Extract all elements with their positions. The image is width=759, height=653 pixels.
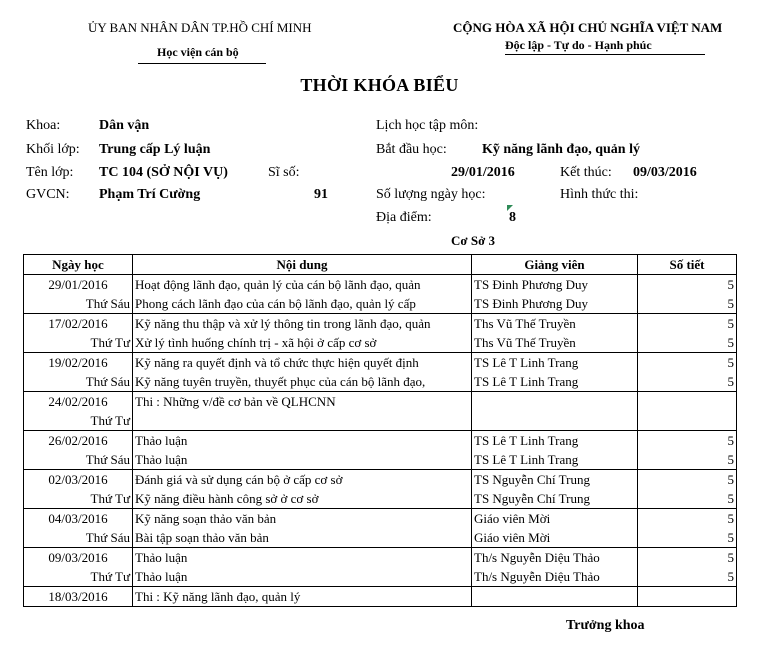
cell-content: Thảo luận <box>133 548 472 568</box>
so-luong-label: Số lượng ngày học: <box>376 187 486 202</box>
table-row <box>24 528 737 548</box>
table-row <box>24 294 737 314</box>
table-row <box>24 392 737 412</box>
cell-date: 26/02/2016 <box>24 431 133 451</box>
mon-hoc-value: Kỹ năng lãnh đạo, quản lý <box>482 142 640 157</box>
lop-value: TC 104 (SỞ NỘI VỤ) <box>99 165 228 180</box>
cell-date: 18/03/2016 <box>24 587 133 607</box>
so-luong-value: 8 <box>509 210 516 225</box>
cell-content: Kỹ năng tuyên truyền, thuyết phục của cán bộ lãnh đạo, <box>133 372 472 392</box>
cell-periods: 5 <box>638 470 737 490</box>
table-row <box>24 509 737 529</box>
cell-date: Thứ Sáu <box>24 450 133 470</box>
table-row <box>24 314 737 334</box>
co-so-label: Cơ Sở 3 <box>451 233 496 248</box>
cell-lecturer: Giáo viên Mời <box>472 528 638 548</box>
cell-lecturer: TS Nguyễn Chí Trung <box>472 489 638 509</box>
cell-periods: 5 <box>638 528 737 548</box>
table-row <box>24 353 737 373</box>
schedule-table <box>23 254 737 607</box>
table-row <box>24 548 737 568</box>
ket-thuc-label: Kết thúc: <box>560 165 612 180</box>
cell-lecturer <box>472 587 638 607</box>
header-noi-dung: Nội dung <box>133 255 472 275</box>
cell-date: Thứ Tư <box>24 411 133 431</box>
siso-value: 91 <box>314 187 328 202</box>
table-row <box>24 372 737 392</box>
cell-periods: 5 <box>638 333 737 353</box>
start-date: 29/01/2016 <box>451 165 515 180</box>
lich-hoc-label: Lịch học tập môn: <box>376 118 479 133</box>
cell-content: Kỹ năng ra quyết định và tổ chức thực hiện quyết định <box>133 353 472 373</box>
bat-dau-label: Bắt đầu học: <box>376 142 447 157</box>
khoa-label: Khoa: <box>26 118 61 133</box>
cell-content: Bài tập soạn thảo văn bản <box>133 528 472 548</box>
cell-lecturer: TS Lê T Linh Trang <box>472 372 638 392</box>
cell-periods: 5 <box>638 372 737 392</box>
table-row <box>24 567 737 587</box>
gvcn-value: Phạm Trí Cường <box>99 187 201 202</box>
cell-date: Thứ Sáu <box>24 372 133 392</box>
cell-content: Thảo luận <box>133 450 472 470</box>
cell-periods: 5 <box>638 275 737 295</box>
cell-periods: 5 <box>638 489 737 509</box>
cell-lecturer <box>472 392 638 412</box>
cell-date: 24/02/2016 <box>24 392 133 412</box>
footer-signature-title: Trưởng khoa <box>566 618 645 633</box>
header-so-tiet: Số tiết <box>638 255 737 275</box>
cell-lecturer: TS Lê T Linh Trang <box>472 353 638 373</box>
cell-periods: 5 <box>638 294 737 314</box>
cell-content <box>133 411 472 431</box>
cell-date: Thứ Sáu <box>24 294 133 314</box>
cell-content: Đánh giá và sử dụng cán bộ ở cấp cơ sở <box>133 470 472 490</box>
table-row <box>24 411 737 431</box>
cell-date: 04/03/2016 <box>24 509 133 529</box>
header-left-subtitle: Học viện cán bộ <box>157 45 239 59</box>
header-right-underline <box>505 54 705 55</box>
cell-lecturer: Ths Vũ Thế Truyền <box>472 333 638 353</box>
cell-date: 19/02/2016 <box>24 353 133 373</box>
table-row <box>24 431 737 451</box>
cell-content: Hoạt động lãnh đạo, quản lý của cán bộ lãnh đạo, quản <box>133 275 472 295</box>
cell-lecturer: TS Lê T Linh Trang <box>472 450 638 470</box>
cell-content: Kỹ năng thu thập và xử lý thông tin trong lãnh đạo, quản <box>133 314 472 334</box>
table-row <box>24 450 737 470</box>
cell-lecturer: Giáo viên Mời <box>472 509 638 529</box>
cell-lecturer: TS Nguyễn Chí Trung <box>472 470 638 490</box>
header-ngay-hoc: Ngày học <box>24 255 133 275</box>
cell-date: Thứ Sáu <box>24 528 133 548</box>
header-right-subtitle: Độc lập - Tự do - Hạnh phúc <box>505 38 652 52</box>
cell-date: Thứ Tư <box>24 489 133 509</box>
cell-periods <box>638 411 737 431</box>
cell-periods <box>638 392 737 412</box>
dia-diem-label: Địa điểm: <box>376 210 432 225</box>
cell-lecturer: TS Đinh Phương Duy <box>472 294 638 314</box>
cell-periods: 5 <box>638 353 737 373</box>
table-row <box>24 275 737 295</box>
table-row <box>24 587 737 607</box>
gvcn-label: GVCN: <box>26 187 70 202</box>
cell-periods: 5 <box>638 431 737 451</box>
cell-periods <box>638 587 737 607</box>
table-header-row <box>24 255 737 275</box>
table-row <box>24 333 737 353</box>
lop-label: Tên lớp: <box>26 165 74 180</box>
header-left-title: ỦY BAN NHÂN DÂN TP.HỒ CHÍ MINH <box>88 20 312 35</box>
cell-date: 29/01/2016 <box>24 275 133 295</box>
cell-content: Thảo luận <box>133 567 472 587</box>
cell-periods: 5 <box>638 567 737 587</box>
cell-periods: 5 <box>638 314 737 334</box>
cell-date: 09/03/2016 <box>24 548 133 568</box>
cell-content: Kỹ năng soạn thảo văn bản <box>133 509 472 529</box>
cell-lecturer <box>472 411 638 431</box>
cell-periods: 5 <box>638 509 737 529</box>
cell-periods: 5 <box>638 548 737 568</box>
khoi-label: Khối lớp: <box>26 142 80 157</box>
cell-lecturer: Th/s Nguyễn Diệu Thảo <box>472 548 638 568</box>
cell-lecturer: TS Lê T Linh Trang <box>472 431 638 451</box>
siso-label: Sĩ số: <box>268 165 300 180</box>
header-left-underline <box>138 63 266 64</box>
end-date: 09/03/2016 <box>633 165 697 180</box>
cell-content: Phong cách lãnh đạo của cán bộ lãnh đạo, quản lý cấp <box>133 294 472 314</box>
cell-content: Thi : Kỹ năng lãnh đạo, quản lý <box>133 587 472 607</box>
cell-date: Thứ Tư <box>24 333 133 353</box>
cell-lecturer: TS Đinh Phương Duy <box>472 275 638 295</box>
hinh-thuc-label: Hình thức thi: <box>560 187 639 202</box>
cell-lecturer: Ths Vũ Thế Truyền <box>472 314 638 334</box>
page-title: THỜI KHÓA BIỂU <box>300 75 459 95</box>
cell-date: Thứ Tư <box>24 567 133 587</box>
cell-content: Thi : Những v/đề cơ bản về QLHCNN <box>133 392 472 412</box>
cell-content: Xử lý tình huống chính trị - xã hội ở cấp cơ sở <box>133 333 472 353</box>
table-row <box>24 470 737 490</box>
cell-date: 17/02/2016 <box>24 314 133 334</box>
cell-content: Kỹ năng điều hành công sở ở cơ sở <box>133 489 472 509</box>
cell-date: 02/03/2016 <box>24 470 133 490</box>
header-giang-vien: Giảng viên <box>472 255 638 275</box>
khoa-value: Dân vận <box>99 118 150 133</box>
header-right-title: CỘNG HÒA XÃ HỘI CHỦ NGHĨA VIỆT NAM <box>453 20 723 35</box>
cell-lecturer: Th/s Nguyễn Diệu Thảo <box>472 567 638 587</box>
table-row <box>24 489 737 509</box>
cell-content: Thảo luận <box>133 431 472 451</box>
khoi-value: Trung cấp Lý luận <box>99 142 211 157</box>
cell-periods: 5 <box>638 450 737 470</box>
